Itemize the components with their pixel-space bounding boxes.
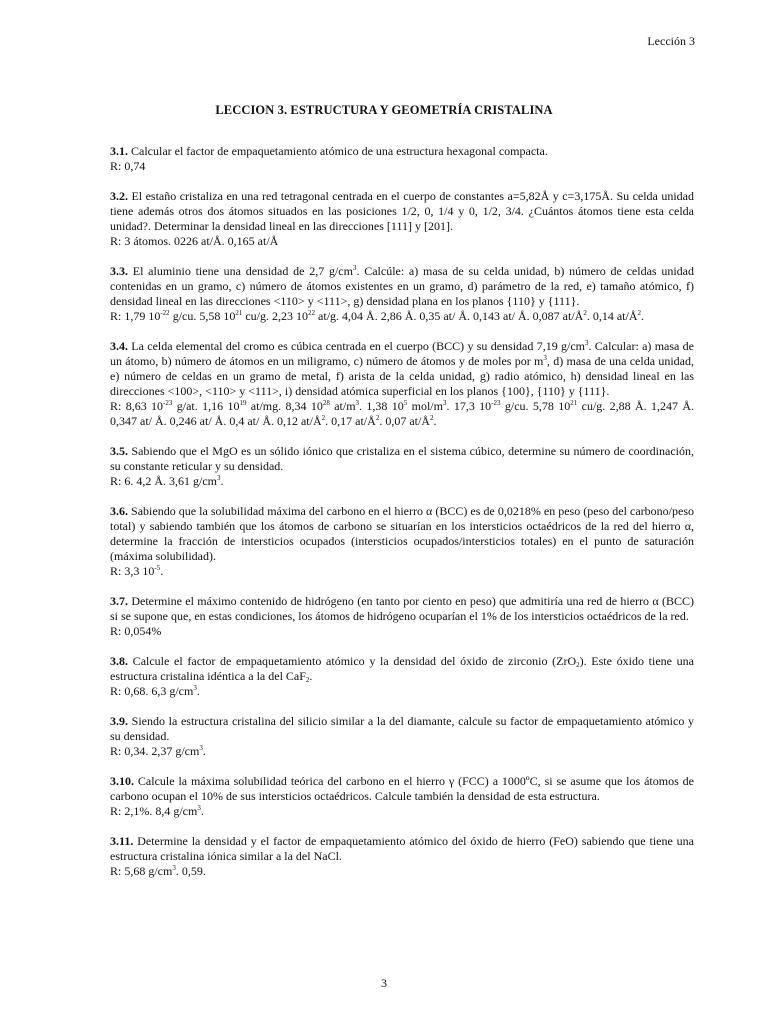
problem-item <box>110 504 694 579</box>
problem-statement <box>110 339 694 399</box>
problem-answer: R: 8,63 $10^{-23}$ g/at. 1,16 $10^{19}$ at/mg. 8,34 $10^{28}$ $at/m^3$. 1,38 $10^5$ mol/$m^3$. 17,3 $10^{-23}$ g/cu. 5,78 $10^{21}$ cu/g. 2,88 Å. 1,247 Å. 0,347 at/ Å. 0,246 at/ Å. 0,4 at/ Å. 0,12 $at/Å^2$. 0,17 $at/Å^2$. 0,07 $at/Å^2$. <box>110 399 695 428</box>
problem-number: 3.9. <box>110 714 128 728</box>
problem-text: Calcular el factor de empaquetamiento atómico de una estructura hexagonal compacta. <box>128 144 548 158</box>
problem-text: Calcule el factor de empaquetamiento atómico y la densidad del óxido de zirconio (ZrO$_2$). Este óxido tiene una estructura cristalina idéntica a la del CaF$_2$. <box>110 654 695 684</box>
problem-answer: R: 2,1%. 8,4 $g/cm^3$. <box>110 804 204 818</box>
problem-item <box>110 189 694 249</box>
problem-statement <box>110 594 694 624</box>
problem-number: 3.7. <box>110 594 128 608</box>
problem-statement <box>110 654 694 684</box>
problem-text: Determine la densidad y el factor de empaquetamiento atómico del óxido de hierro (FeO) sabiendo que tiene una estructura cristalina iónica similar a la del NaCl. <box>110 834 694 863</box>
problem-statement <box>110 504 694 564</box>
problem-list <box>110 144 694 894</box>
problem-statement <box>110 264 694 309</box>
problem-answer: R: 0,34. 2,37 $g/cm^3$. <box>110 744 206 758</box>
problem-number: 3.3. <box>110 264 128 278</box>
problem-statement <box>110 774 694 804</box>
problem-answer: R: 6. 4,2 Å. 3,61 $g/cm^3$. <box>110 474 224 488</box>
problem-text: Calcule la máxima solubilidad teórica del carbono en el hierro γ (FCC) a 1000ºC, si se asume que los átomos de carbono ocupan el 10% de sus intersticios octaédricos. Calcule también la densidad de esta estructura. <box>110 774 694 803</box>
problem-item <box>110 594 694 639</box>
page-number: 3 <box>381 976 387 990</box>
problem-statement <box>110 714 694 744</box>
problem-text: Determine el máximo contenido de hidrógeno (en tanto por ciento en peso) que admitiría una red de hierro α (BCC) si se supone que, en estas condiciones, los átomos de hidrógeno ocuparían el 1% de los intersticios octaédricos de la red. <box>110 594 694 623</box>
problem-item <box>110 774 694 819</box>
problem-text: El aluminio tiene una densidad de 2,7 $g/cm^3$. Calcúle: a) masa de su celda unidad, b) número de celdas unidad contenidas en un gramo, c) número de átomos existentes en un gramo, d) parámetro de la red, e) tamaño atómico, f) densidad lineal en las direcciones <110> y <111>, g) densidad plana en los planos {110} y {111}. <box>110 264 694 308</box>
problem-number: 3.6. <box>110 504 128 518</box>
problem-number: 3.11. <box>110 834 134 848</box>
problem-item <box>110 144 694 174</box>
problem-item <box>110 714 694 759</box>
problem-answer: R: 5,68 $g/cm^3$. 0,59. <box>110 864 206 878</box>
problem-item <box>110 834 694 879</box>
lesson-header: Lección 3 <box>647 34 695 48</box>
problem-text: Siendo la estructura cristalina del silicio similar a la del diamante, calcule su factor de empaquetamiento atómico y su densidad. <box>110 714 694 743</box>
problem-answer: R: 1,79 $10^{-22}$ g/cu. 5,58 $10^{21}$ cu/g. 2,23 $10^{22}$ at/g. 4,04 Å. 2,86 Å. 0,35 at/ Å. 0,143 at/ Å. 0,087 $at/Å^2$. 0,14 $at/Å^2$. <box>110 309 645 323</box>
problem-answer: R: 3,3 $10^{-5}$. <box>110 564 164 578</box>
problem-statement <box>110 834 694 864</box>
problem-answer: R: 3 átomos. 0226 at/Å. 0,165 at/Å <box>110 234 279 248</box>
problem-item <box>110 339 694 429</box>
problem-number: 3.5. <box>110 444 128 458</box>
problem-answer: R: 0,68. 6,3 $g/cm^3$. <box>110 684 200 698</box>
problem-answer: R: 0,74 <box>110 159 146 173</box>
problem-statement <box>110 444 694 474</box>
problem-item <box>110 654 694 699</box>
problem-number: 3.10. <box>110 774 134 788</box>
problem-text: El estaño cristaliza en una red tetragonal centrada en el cuerpo de constantes a=5,82Å y c=3,175Å. Su celda unidad tiene además otros dos átomos situados en las posiciones 1/2, 0, 1/4 y 0, 1/2, 3/4. ¿Cuántos átomos tiene esta celda unidad?. Determinar la densidad lineal en las direcciones [111] y [201]. <box>110 189 694 233</box>
problem-item <box>110 444 694 489</box>
document-title: LECCION 3. ESTRUCTURA Y GEOMETRÍA CRISTALINA <box>215 103 553 117</box>
problem-number: 3.2. <box>110 189 128 203</box>
problem-text: La celda elemental del cromo es cúbica centrada en el cuerpo (BCC) y su densidad 7,19 $g/cm^3$. Calcular: a) masa de un átomo, b) número de átomos en un miligramo, c) número de átomos y de moles por $m^3$, d) masa de una celda unidad, e) número de celdas en un gramo de metal, f) arista de la celda unidad, g) radio atómico, h) densidad lineal en las direcciones <100>, <110> y <111>, i) densidad atómica superficial en los planos {100}, {110} y {111}. <box>110 339 695 398</box>
problem-answer: R: 0,054% <box>110 624 162 638</box>
problem-number: 3.8. <box>110 654 128 668</box>
problem-text: Sabiendo que la solubilidad máxima del carbono en el hierro α (BCC) es de 0,0218% en peso (peso del carbono/peso total) y sabiendo también que los átomos de carbono se situarían en los intersticios octaédricos de la red del hierro α, determine la fracción de intersticios ocupados (intersticios ocupados/intersticios totales) en el punto de saturación (máxima solubilidad). <box>110 504 694 563</box>
problem-number: 3.1. <box>110 144 128 158</box>
problem-number: 3.4. <box>110 339 128 353</box>
problem-statement <box>110 189 694 234</box>
problem-text: Sabiendo que el MgO es un sólido iónico que cristaliza en el sistema cúbico, determine su número de coordinación, su constante reticular y su densidad. <box>110 444 694 473</box>
problem-item <box>110 264 694 324</box>
problem-statement <box>110 144 694 159</box>
